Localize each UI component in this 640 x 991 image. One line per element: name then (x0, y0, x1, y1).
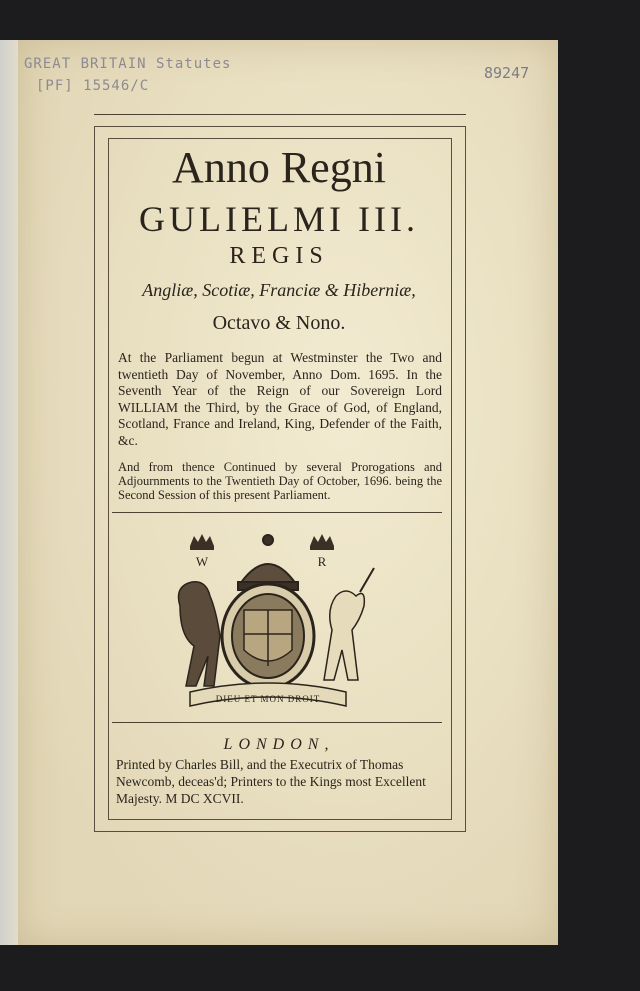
imprint-text: Printed by Charles Bill, and the Executrix of Thomas Newcomb, deceas'd; Printers to the Kings most Excellent Majesty. M DC XCVII. (116, 757, 426, 806)
royal-crown-icon (238, 535, 298, 590)
title-anno-regni: Anno Regni (172, 143, 386, 192)
title-realms: Angliæ, Scotiæ, Franciæ & Hiberniæ, (142, 280, 416, 300)
library-mark-line1: GREAT BRITAIN Statutes (24, 56, 232, 72)
royal-coat-of-arms (160, 526, 380, 712)
lion-supporter-icon (179, 582, 221, 686)
crown-right-icon (310, 534, 334, 550)
title-king-name: GULIELMI III. (139, 199, 419, 239)
crown-left-icon (190, 534, 214, 550)
initial-w: W (195, 554, 209, 569)
accession-number: 89247 (484, 64, 530, 82)
title-regnal-years: Octavo & Nono. (212, 312, 346, 334)
garter-shield-icon (222, 584, 314, 688)
top-rule (94, 114, 466, 115)
title-regis: REGIS (229, 243, 329, 269)
initial-r: R (317, 554, 327, 569)
motto-text: DIEU ET MON DROIT (215, 694, 321, 704)
parliament-paragraph: At the Parliament begun at Westminster the Two and twentieth Day of November, Anno Dom. 1695. In the Seventh Year of the Reign of our Sovereign Lord WILLIAM the Third, by the Grace of God, of England, Scotland, France and Ireland, King, Defender of the Faith, &c. (118, 350, 442, 448)
session-paragraph: And from thence Continued by several Prorogations and Adjournments to the Twentieth Day of October, 1696. being the Second Session of this present Parliament. (118, 460, 442, 502)
rule-below-arms (112, 722, 442, 723)
imprint-city: LONDON, (223, 736, 335, 753)
rule-above-arms (112, 512, 442, 513)
unicorn-supporter-icon (324, 568, 374, 680)
library-mark-line2: [PF] 15546/C (36, 78, 150, 94)
